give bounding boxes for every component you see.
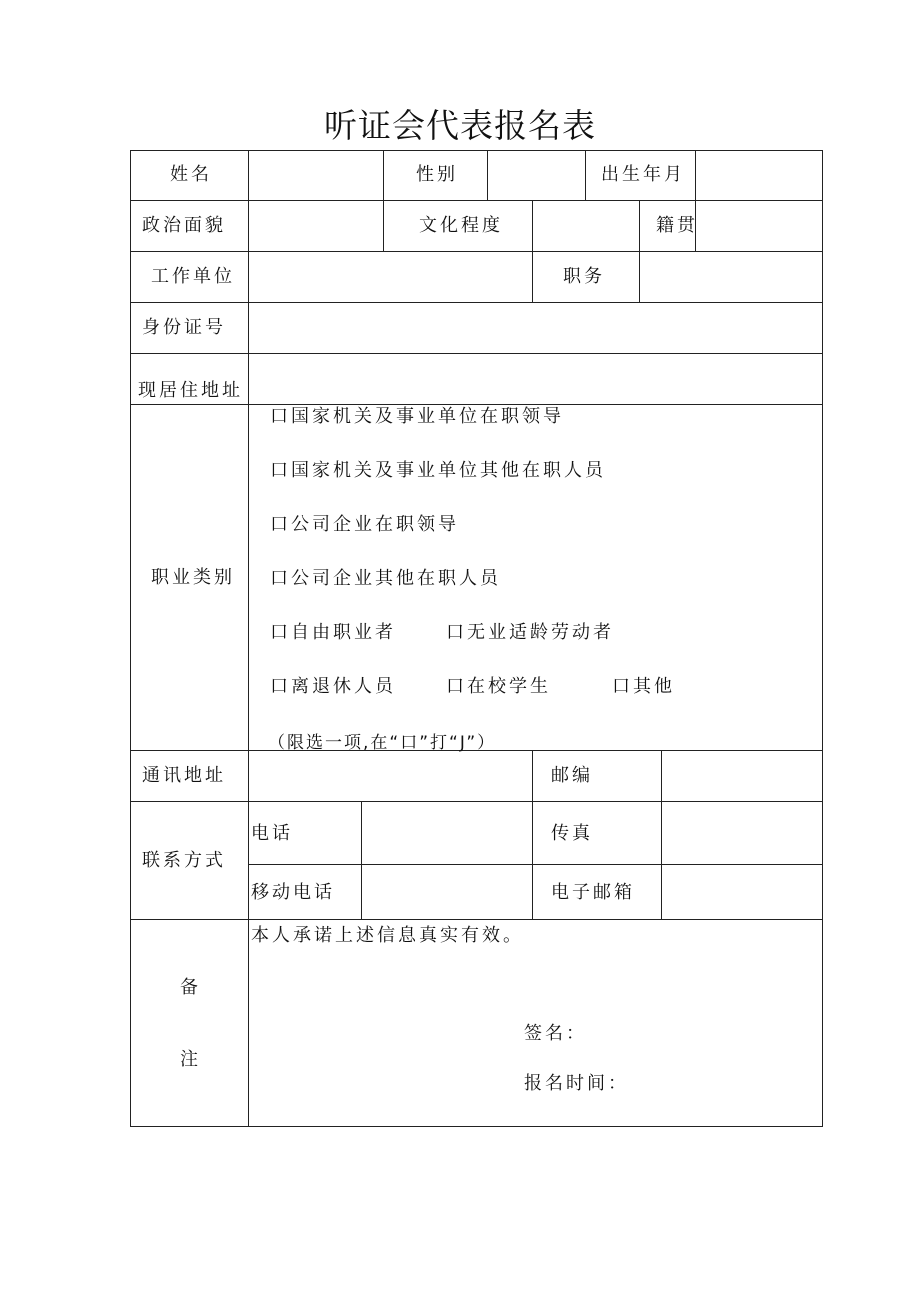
address-field[interactable] — [249, 354, 821, 403]
native-field[interactable] — [696, 201, 821, 250]
promise-text: 本人承诺上述信息真实有效。 — [251, 925, 524, 946]
occupation-option[interactable]: 口其他 — [612, 676, 675, 697]
id-number-field[interactable] — [249, 303, 821, 352]
phone-field[interactable] — [362, 802, 531, 863]
signup-time-label: 报名时间： — [524, 1073, 629, 1094]
name-field[interactable] — [249, 151, 382, 199]
label-phone: 电话 — [251, 823, 293, 844]
col-divider — [585, 150, 586, 200]
occupation-option[interactable]: 口在校学生 — [446, 676, 551, 697]
label-occupation: 职业类别 — [151, 567, 235, 588]
col-divider — [383, 150, 384, 251]
mobile-field[interactable] — [362, 865, 531, 918]
label-education: 文化程度 — [419, 215, 503, 236]
label-mobile: 移动电话 — [251, 882, 335, 903]
col-divider — [532, 750, 533, 919]
table-border-right — [822, 150, 823, 1126]
label-birth: 出生年月 — [601, 164, 685, 185]
occupation-option[interactable]: 口公司企业其他在职人员 — [270, 568, 501, 589]
postcode-field[interactable] — [662, 751, 821, 800]
label-remark-1: 备 — [180, 977, 201, 998]
occupation-option[interactable]: 口无业适龄劳动者 — [446, 622, 614, 643]
label-fax: 传真 — [551, 823, 593, 844]
birth-field[interactable] — [696, 151, 821, 199]
label-address: 现居住地址 — [138, 380, 243, 401]
label-position: 职务 — [563, 266, 605, 287]
label-postcode: 邮编 — [551, 765, 593, 786]
row-divider — [130, 919, 823, 920]
label-mail-address: 通讯地址 — [142, 765, 226, 786]
label-email: 电子邮箱 — [551, 882, 635, 903]
label-workplace: 工作单位 — [151, 266, 235, 287]
political-field[interactable] — [249, 201, 382, 250]
workplace-field[interactable] — [249, 252, 531, 301]
occupation-note: （限选一项,在“口”打“J”） — [268, 733, 497, 753]
label-remark-2: 注 — [180, 1049, 201, 1070]
label-native: 籍贯 — [656, 215, 698, 236]
email-field[interactable] — [662, 865, 821, 918]
table-border-left — [130, 150, 131, 1126]
fax-field[interactable] — [662, 802, 821, 863]
label-id-number: 身份证号 — [142, 317, 226, 338]
label-gender: 性别 — [416, 164, 458, 185]
label-name: 姓名 — [170, 164, 212, 185]
occupation-option[interactable]: 口离退休人员 — [270, 676, 396, 697]
occupation-option[interactable]: 口国家机关及事业单位在职领导 — [270, 406, 564, 427]
gender-field[interactable] — [488, 151, 584, 199]
occupation-option[interactable]: 口自由职业者 — [270, 622, 396, 643]
signature-label: 签名： — [524, 1023, 587, 1044]
row-divider — [130, 404, 823, 405]
occupation-option[interactable]: 口国家机关及事业单位其他在职人员 — [270, 460, 606, 481]
form-title: 听证会代表报名表 — [324, 106, 596, 145]
mail-address-field[interactable] — [249, 751, 531, 800]
position-field[interactable] — [640, 252, 821, 301]
label-contact: 联系方式 — [142, 850, 226, 871]
table-border-bottom — [130, 1126, 823, 1127]
education-field[interactable] — [533, 201, 638, 250]
occupation-option[interactable]: 口公司企业在职领导 — [270, 514, 459, 535]
label-political: 政治面貌 — [142, 215, 226, 236]
